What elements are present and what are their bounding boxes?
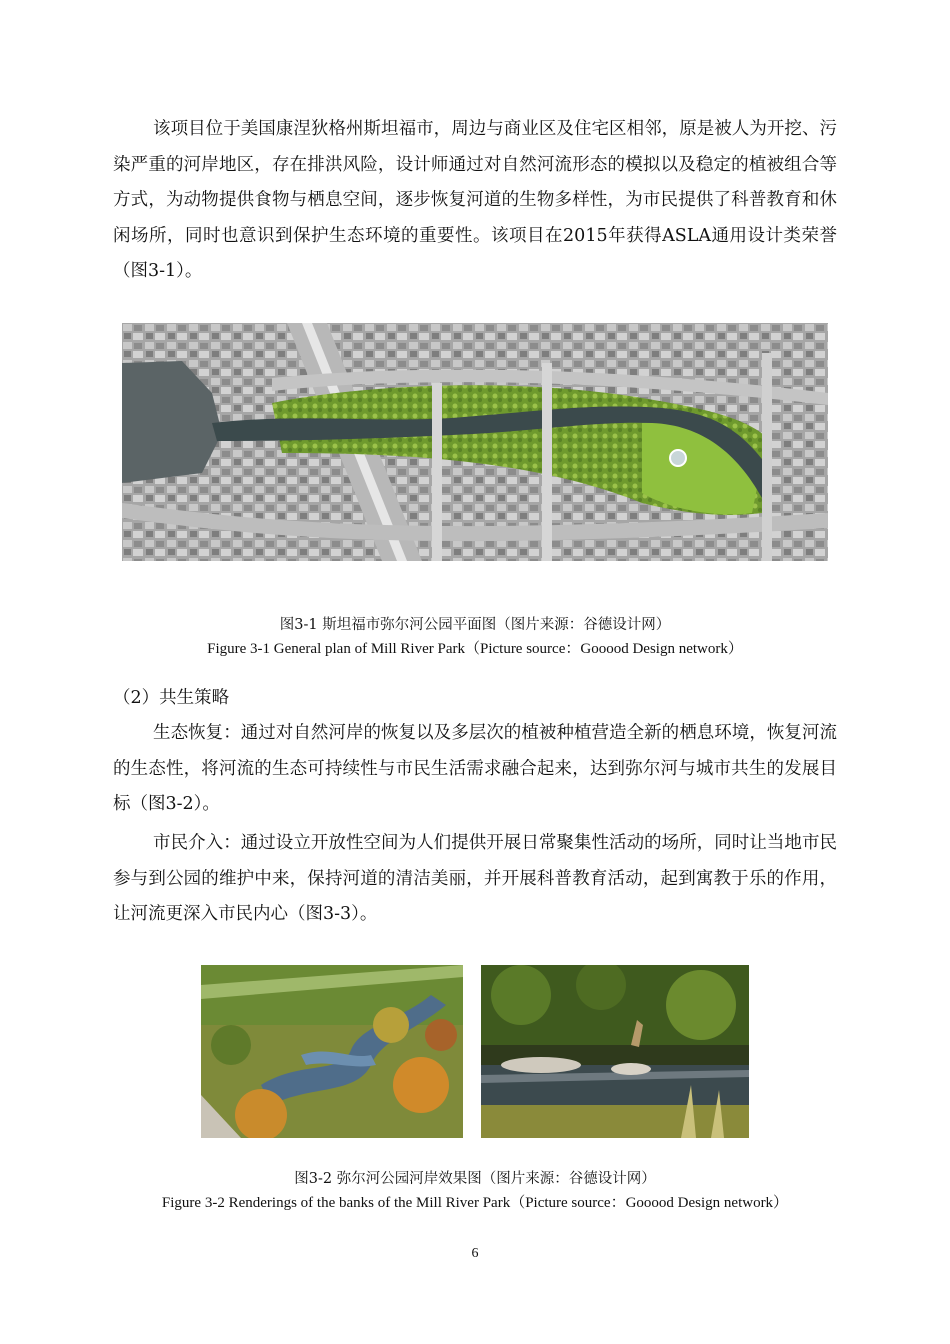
page-number: 6 [471,1246,479,1261]
citizens-text: 市民介入：通过设立开放性空间为人们提供开展日常聚集性活动的场所，同时让当地市民参与到公园的维护中来，保持河道的清洁美丽，并开展科普教育活动，起到寓教于乐的作用，让河流更深入市民内心（图3-3）。 [113,833,837,924]
riverbank-photo-right [481,965,749,1138]
river-stones-illustration [481,965,749,1138]
figure1-caption-en: Figure 3-1 General plan of Mill River Park（Picture source：Gooood Design network） [207,641,743,657]
riverbank-aerial-illustration [201,965,463,1138]
intro-text: 该项目位于美国康涅狄格州斯坦福市，周边与商业区及住宅区相邻，原是被人为开挖、污染严重的河岸地区，存在排洪风险，设计师通过对自然河流形态的模拟以及稳定的植被组合等方式，为动物提供食物与栖息空间，逐步恢复河道的生物多样性，为市民提供了科普教育和休闲场所，同时也意识到保护生态环境的重要性。该项目在2015年获得ASLA通用设计类荣誉（图3-1）。 [113,119,837,281]
figure1-caption-cn: 图3-1 斯坦福市弥尔河公园平面图（图片来源：谷德设计网） [279,617,671,633]
ecology-paragraph [113,716,837,823]
ecology-text: 生态恢复：通过对自然河岸的恢复以及多层次的植被种植营造全新的栖息环境，恢复河流的生态性，将河流的生态可持续性与市民生活需求融合起来，达到弥尔河与城市共生的发展目标（图3-2）。 [113,723,837,814]
plan-illustration [122,323,828,561]
intro-paragraph [113,112,837,290]
citizens-paragraph [113,826,837,933]
riverbank-photo-left [201,965,463,1138]
figure2-caption-cn: 图3-2 弥尔河公园河岸效果图（图片来源：谷德设计网） [294,1171,656,1187]
figure2-caption-en: Figure 3-2 Renderings of the banks of the Mill River Park（Picture source：Gooood Design network） [161,1195,789,1211]
section-heading: （2）共生策略 [113,688,230,708]
mill-river-plan-image [122,323,828,561]
